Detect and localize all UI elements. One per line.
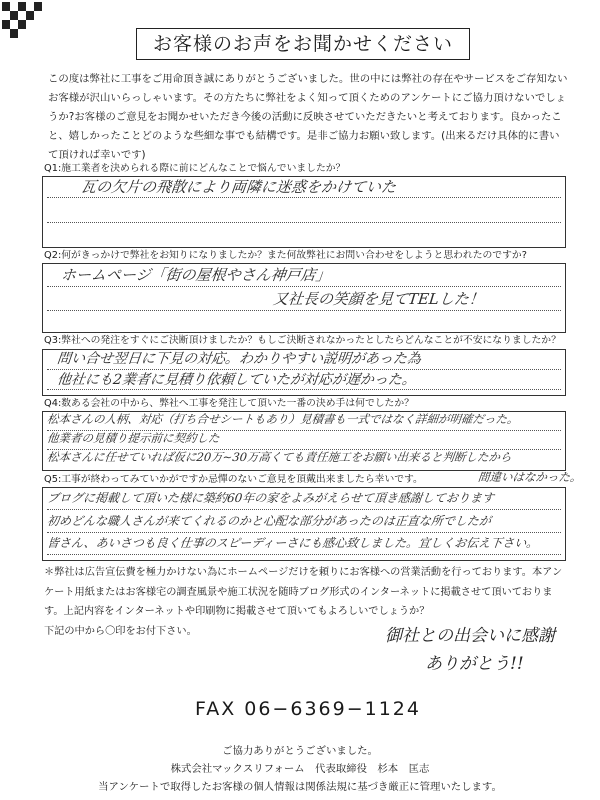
answer-4-box [42, 411, 566, 471]
answer-4-line-3: 松本さんに任せていれば仮に20万~30万高くても責任施工をお願い出来ると判断したから [46, 450, 513, 464]
answer-5-box [42, 487, 566, 561]
answer-5-line-2: 初めどんな職人さんが来てくれるのかと心配な部分があったのは正直な所でしたが [46, 514, 492, 528]
answer-3-box [42, 349, 566, 396]
footer-company: 株式会社マックスリフォーム 代表取締役 杉本 匡志 [170, 763, 430, 775]
question-5-label: Q5:工事が終わってみていかがですか忌憚のないご意見を頂戴出来ましたら幸いです。 [44, 474, 423, 485]
answer-1-line-1: 瓦の欠片の飛散により両隣に迷惑をかけていた [80, 178, 397, 196]
answer-5-note: 間違いはなかった。 [477, 470, 583, 484]
intro-text: この度は弊社に工事をご用命頂き誠にありがとうございました。世の中には弊社の存在やサービスをご存知ないお客様が沢山いらっしゃいます。その方たちに弊社をよく知って頂くためのアンケートにご協力頂けないでしょうか?お客様のご意見をお聞かせいただき今後の活動に反映させていただきたいと考えております。良かったこと、嬉しかったことどのような些細な事でも結構です。是非ご協力お願い致します。(出来るだけ具体的に書いて頂ければ幸いです) [48, 73, 568, 161]
answer-4-line-1: 松本さんの人柄、対応（打ち合せシートもあり）見積書も一式ではなく詳細が明確だった。 [46, 412, 520, 426]
answer-4-line-2: 他業者の見積り提示前に契約した [46, 431, 221, 445]
answer-2-box [42, 263, 566, 333]
handwritten-thanks-line-2: ありがとう!! [425, 654, 524, 674]
answer-3-line-1: 問い合せ翌日に下見の対応。わかりやすい説明があった為 [56, 351, 422, 367]
answer-2-line-2: 又社長の笑顔を見てTELした！ [272, 290, 485, 308]
footer-thanks: ご協力ありがとうございました。 [222, 745, 378, 757]
footer-privacy: 当アンケートで取得したお客様の個人情報は関係法規に基づき厳正に管理いたします。 [98, 781, 502, 793]
handwritten-thanks [385, 622, 555, 678]
publication-instruction: 下記の中から〇印をお付下さい。 [44, 625, 197, 637]
question-4-label: Q4:数ある会社の中から、弊社へ工事を発注して頂いた一番の決め手は何でしたか？ [44, 398, 414, 409]
question-2-label: Q2:何がきっかけで弊社をお知りになりましたか？また何故弊社にお問い合わせをしようと思われたのですか? [44, 250, 527, 261]
answer-5-line-1: ブログに掲載して頂いた様に築約60年の家をよみがえらせて頂き感謝しております [46, 491, 495, 505]
question-3-label: Q3:弊社への発注をすぐにご決断頂けましたか？もしご決断されなかったとしたらどんなことが不安になりましたか？ [44, 335, 561, 346]
page-title: お客様のお声をお聞かせください [136, 28, 470, 60]
handwritten-thanks-line-1: 御社との出会いに感謝 [385, 626, 555, 646]
fax-number: FAX 06−6369−1124 [195, 698, 421, 720]
answer-2-line-1: ホームページ「街の屋根やさん神戸店」 [60, 266, 332, 284]
question-1-label: Q1:施工業者を決められる際に前にどんなことで悩んでいましたか？ [44, 163, 346, 174]
company-logo [2, 2, 42, 38]
answer-3-line-2: 他社にも2業者に見積り依頼していたが対応が遅かった。 [56, 372, 417, 388]
publication-notice-text: ＊弊社は広告宣伝費を極力かけない為にホームページだけを頼りにお客様への営業活動を行っております。本アンケート用紙またはお客様宅の調査風景や施工状況を随時ブログ形式のインターネットに掲載させて頂いております。上記内容をインターネットや印刷物に掲載させて頂いてもよろしいでしょうか？ [44, 567, 563, 617]
answer-1-box [42, 176, 566, 248]
answer-5-line-3: 皆さん、あいさつも良く仕事のスピーディーさにも感心致しました。宜しくお伝え下さい。 [46, 536, 540, 550]
